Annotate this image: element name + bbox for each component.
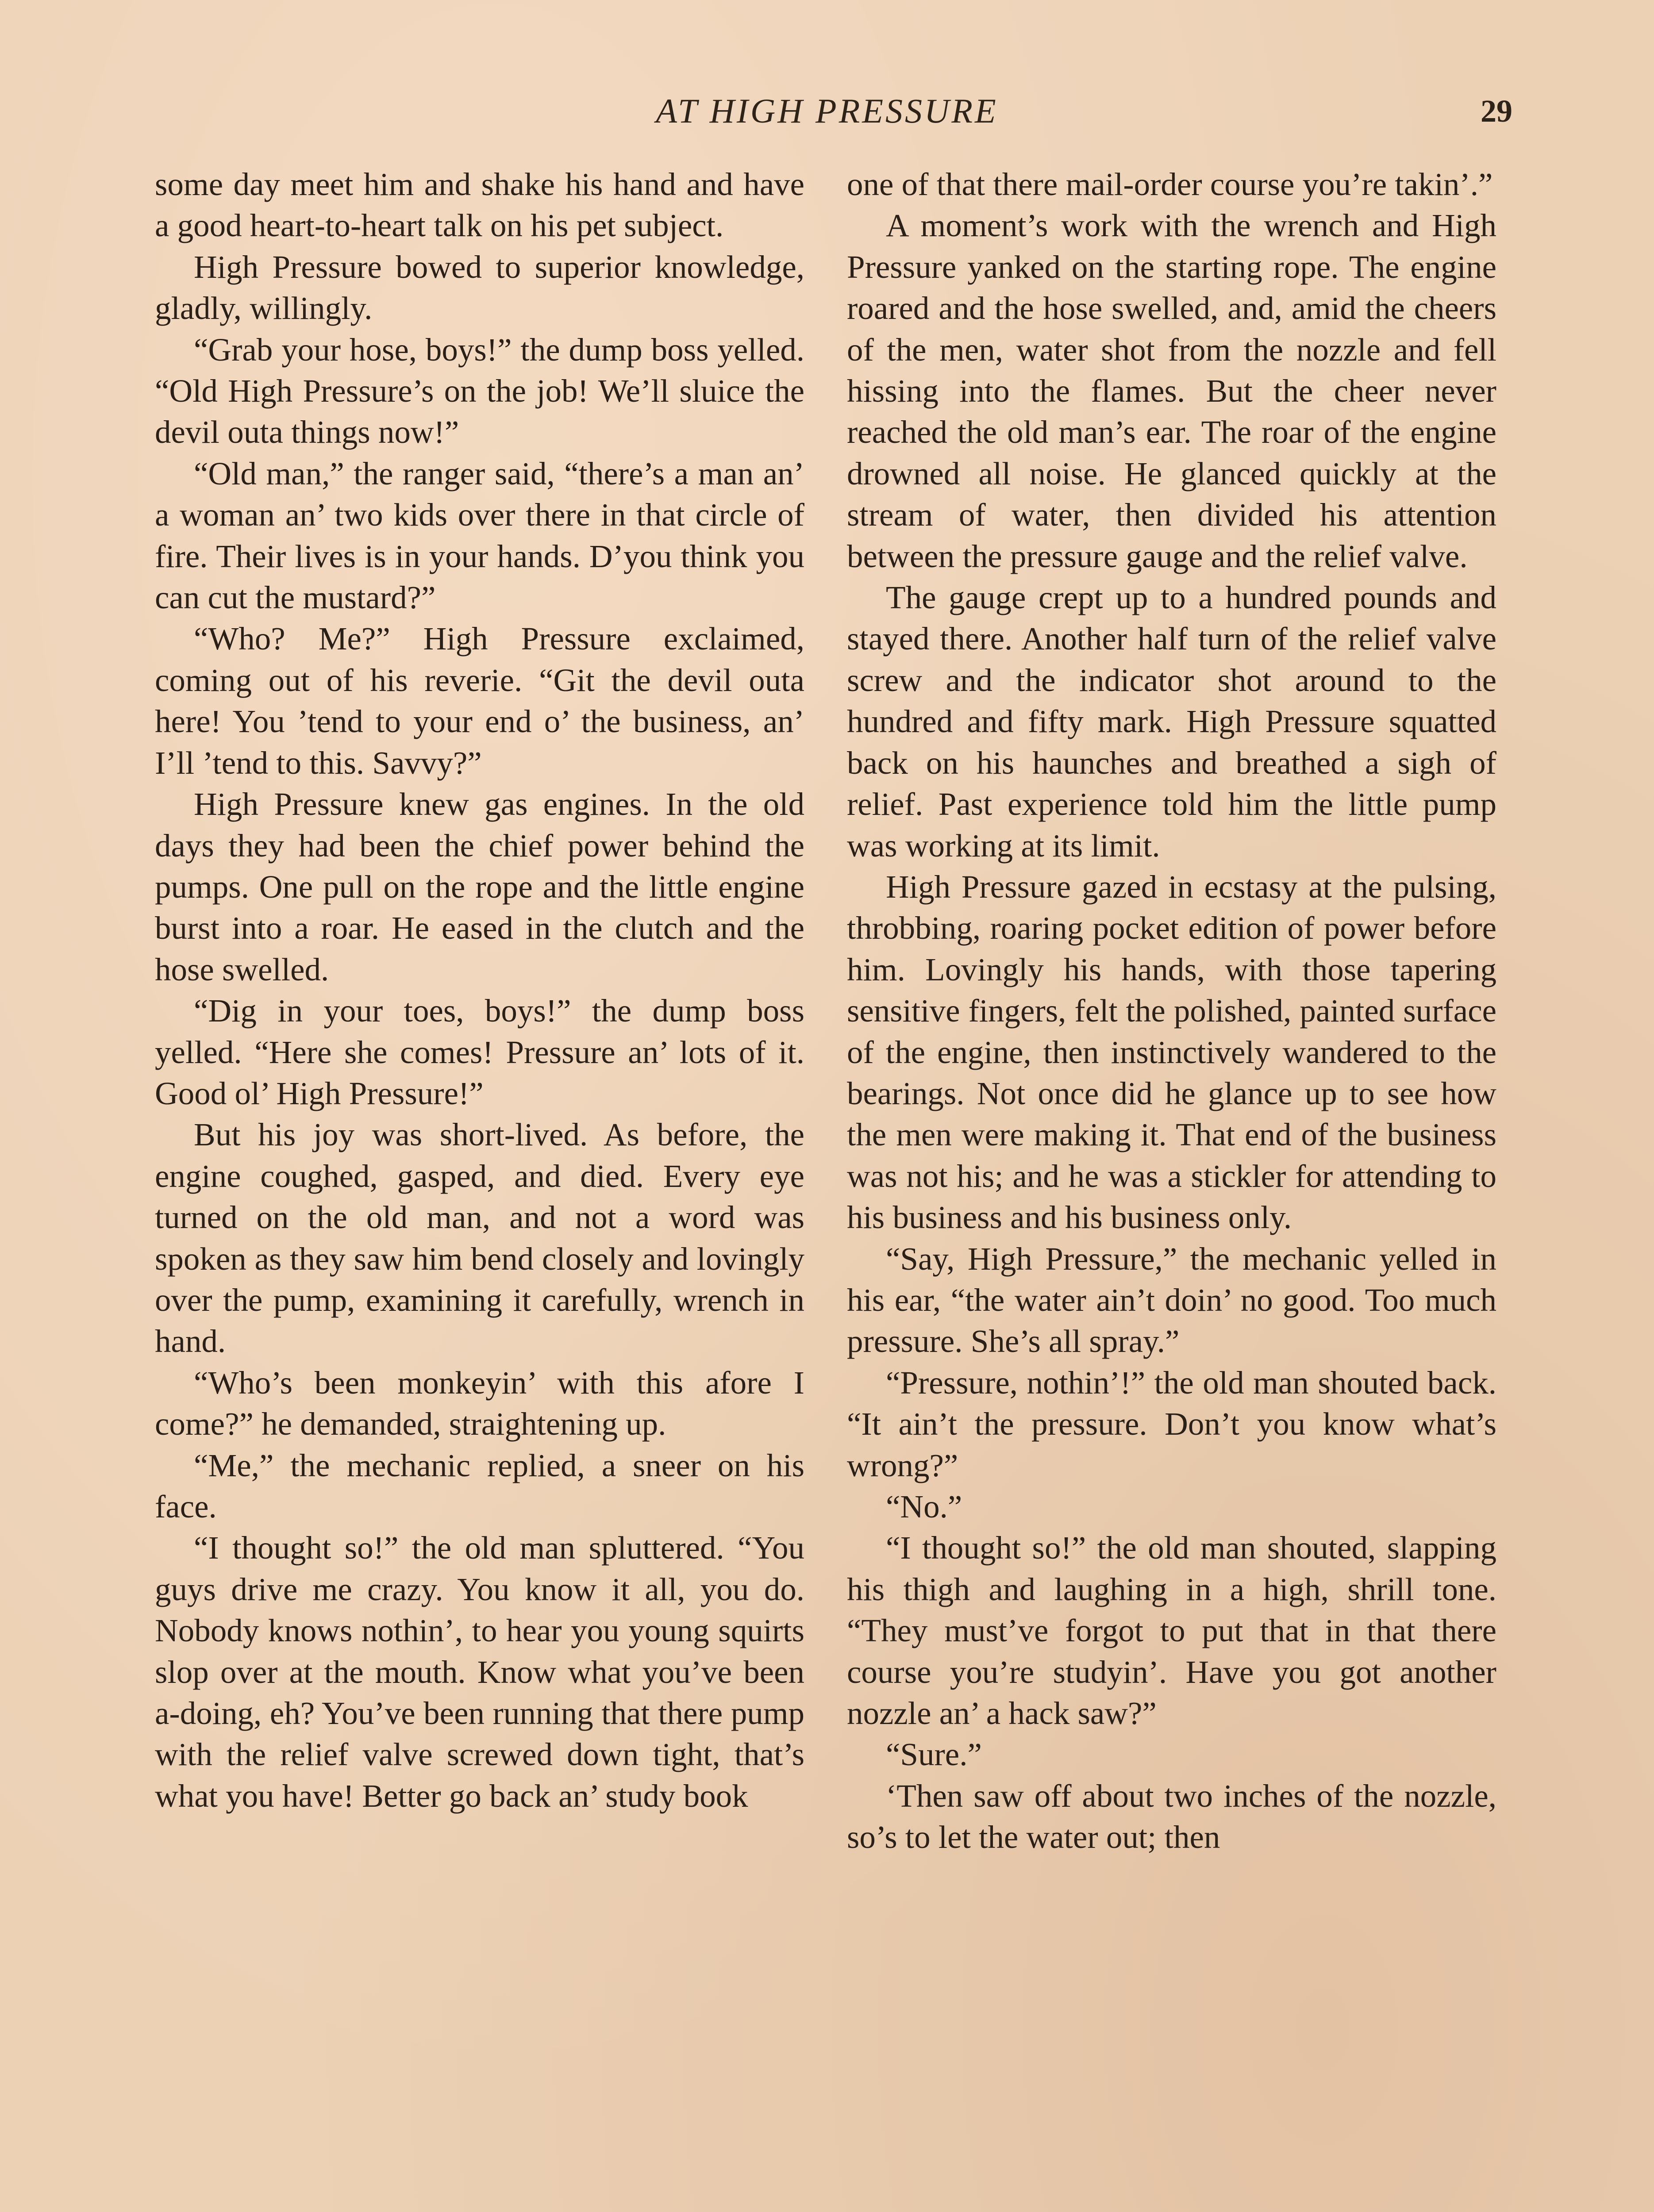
text-column-right [847,164,1496,1858]
paragraph: High Pressure knew gas engines. In the old days they had been the chief power behind the pumps. One pull on the rope and the little engine burst into a roar. He eased in the clutch and the hose swelled. [155,786,804,987]
running-title: AT HIGH PRESSURE [656,92,998,130]
paragraph: “I thought so!” the old man shouted, slapping his thigh and laughing in a high, shrill tone. “They must’ve forgot to put that in that there course you’re studyin’. Have you got another nozzle an’ a hack saw?” [847,1530,1496,1732]
paragraph: “Me,” the mechanic replied, a sneer on his face. [155,1447,804,1525]
paragraph: High Pressure gazed in ecstasy at the pulsing, throbbing, roaring pocket edition of power before him. Lovingly his hands, with those tapering sensitive fingers, felt the polished, painted surface of the engine, then instinctively wandered to the bearings. Not once did he glance up to see how the men were making it. That end of the business was not his; and he was a stickler for attending to his business and his business only. [847,868,1496,1236]
paragraph: ‘Then saw off about two inches of the nozzle, so’s to let the water out; then [847,1778,1496,1855]
paragraph: “Sure.” [886,1736,982,1773]
text-column-left [155,164,804,1816]
paragraph: “Dig in your toes, boys!” the dump boss yelled. “Here she comes! Pressure an’ lots of it. Good ol’ High Pressure!” [155,993,804,1111]
paragraph: A moment’s work with the wrench and High Pressure yanked on the starting rope. The engine roared and the hose swelled, and, amid the cheers of the men, water shot from the nozzle and fell hissing into the flames. But the cheer never reached the old man’s ear. The roar of the engine drowned all noise. He glanced quickly at the stream of water, then divided his attention between the pressure gauge and the relief valve. [847,207,1496,574]
paragraph: “I thought so!” the old man spluttered. “You guys drive me crazy. You know it all, you do. Nobody knows nothin’, to hear you young squirts slop over at the mouth. Know what you’ve been a-doing, eh? You’ve been running that there pump with the relief valve screwed down tight, that’s what you have! Better go back an’ study book [155,1530,804,1814]
page-number: 29 [1481,93,1512,129]
paragraph: “Grab your hose, boys!” the dump boss yelled. “Old High Pressure’s on the job! We’ll sluice the devil outa things now!” [155,331,804,450]
paragraph: “Pressure, nothin’!” the old man shouted back. “It ain’t the pressure. Don’t you know what’s wrong?” [847,1364,1496,1483]
paragraph: “No.” [886,1489,962,1525]
paragraph: High Pressure bowed to superior knowledge, gladly, willingly. [155,249,804,326]
paragraph: one of that there mail-order course you’re takin’.” [847,166,1493,202]
page-header [150,87,1512,135]
paragraph: But his joy was short-lived. As before, the engine coughed, gasped, and died. Every eye turned on the old man, and not a word was spoken as they saw him bend closely and lovingly over the pump, examining it carefully, wrench in hand. [155,1117,804,1359]
paragraph: “Who? Me?” High Pressure exclaimed, coming out of his reverie. “Git the devil outa here! You ’tend to your end o’ the business, an’ I’ll ’tend to this. Savvy?” [155,621,804,781]
paragraph: “Old man,” the ranger said, “there’s a man an’ a woman an’ two kids over there in that circle of fire. Their lives is in your hands. D’you think you can cut the mustard?” [155,455,804,616]
paragraph: some day meet him and shake his hand and have a good heart-to-heart talk on his pet subject. [155,166,804,244]
paragraph: “Say, High Pressure,” the mechanic yelled in his ear, “the water ain’t doin’ no good. Too much pressure. She’s all spray.” [847,1240,1496,1359]
paragraph: The gauge crept up to a hundred pounds and stayed there. Another half turn of the relief valve screw and the indicator shot around to the hundred and fifty mark. High Pressure squatted back on his haunches and breathed a sigh of relief. Past experience told him the little pump was working at its limit. [847,580,1496,864]
paragraph: “Who’s been monkeyin’ with this afore I come?” he demanded, straightening up. [155,1364,804,1442]
